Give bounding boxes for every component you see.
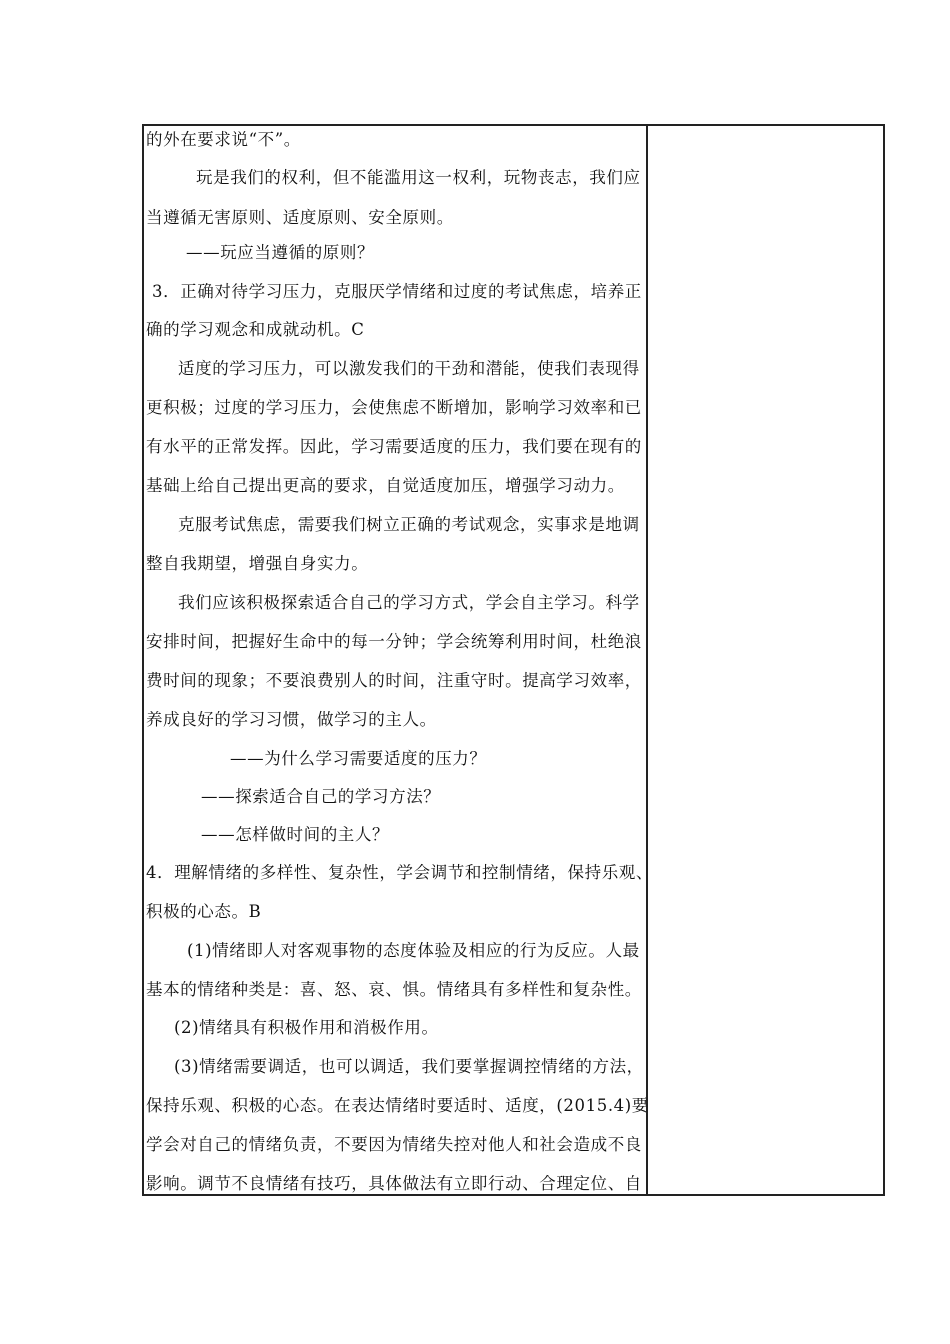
text-line: 4．理解情绪的多样性、复杂性，学会调节和控制情绪，保持乐观、 — [146, 863, 653, 882]
text-line: 积极的心态。B — [146, 902, 262, 921]
text-line: 学会对自己的情绪负责，不要因为情绪失控对他人和社会造成不良 — [146, 1135, 642, 1154]
text-line: (1)情绪即人对客观事物的态度体验及相应的行为反应。人最 — [187, 941, 640, 960]
text-line: ——为什么学习需要适度的压力？ — [230, 749, 487, 768]
content-table — [142, 124, 885, 1196]
text-column — [144, 126, 653, 1194]
text-line: 养成良好的学习习惯，做学习的主人。 — [146, 710, 437, 729]
text-line: 费时间的现象；不要浪费别人的时间，注重守时。提高学习效率， — [146, 671, 642, 690]
text-line: 基本的情绪种类是：喜、怒、哀、惧。情绪具有多样性和复杂性。 — [146, 980, 642, 999]
text-line: 影响。调节不良情绪有技巧，具体做法有立即行动、合理定位、自 — [146, 1174, 642, 1193]
text-line: 基础上给自己提出更高的要求，自觉适度加压，增强学习动力。 — [146, 476, 625, 495]
text-line: 玩是我们的权利，但不能滥用这一权利，玩物丧志，我们应 — [196, 168, 641, 187]
text-line: ——探索适合自己的学习方法？ — [201, 787, 441, 806]
text-line: 当遵循无害原则、适度原则、安全原则。 — [146, 208, 454, 227]
text-line: (3)情绪需要调适，也可以调适，我们要掌握调控情绪的方法， — [174, 1057, 644, 1076]
text-line: 确的学习观念和成就动机。C — [146, 320, 365, 339]
text-line: ——玩应当遵循的原则？ — [186, 243, 375, 262]
text-line: 适度的学习压力，可以激发我们的干劲和潜能，使我们表现得 — [178, 359, 640, 378]
text-line: 安排时间，把握好生命中的每一分钟；学会统筹利用时间，杜绝浪 — [146, 632, 642, 651]
text-line: 3．正确对待学习压力，克服厌学情绪和过度的考试焦虑，培养正 — [152, 282, 642, 301]
text-line: (2)情绪具有积极作用和消极作用。 — [174, 1018, 439, 1037]
text-line: 的外在要求说“不”。 — [146, 130, 301, 149]
text-line: ——怎样做时间的主人？ — [201, 825, 390, 844]
text-line: 保持乐观、积极的心态。在表达情绪时要适时、适度，(2015.4)要 — [146, 1096, 649, 1115]
column-divider — [646, 126, 648, 1194]
text-line: 更积极；过度的学习压力，会使焦虑不断增加，影响学习效率和已 — [146, 398, 642, 417]
text-line: 我们应该积极探索适合自己的学习方式，学会自主学习。科学 — [178, 593, 640, 612]
text-line: 有水平的正常发挥。因此，学习需要适度的压力，我们要在现有的 — [146, 437, 642, 456]
text-line: 克服考试焦虑，需要我们树立正确的考试观念，实事求是地调 — [178, 515, 640, 534]
text-line: 整自我期望，增强自身实力。 — [146, 554, 369, 573]
